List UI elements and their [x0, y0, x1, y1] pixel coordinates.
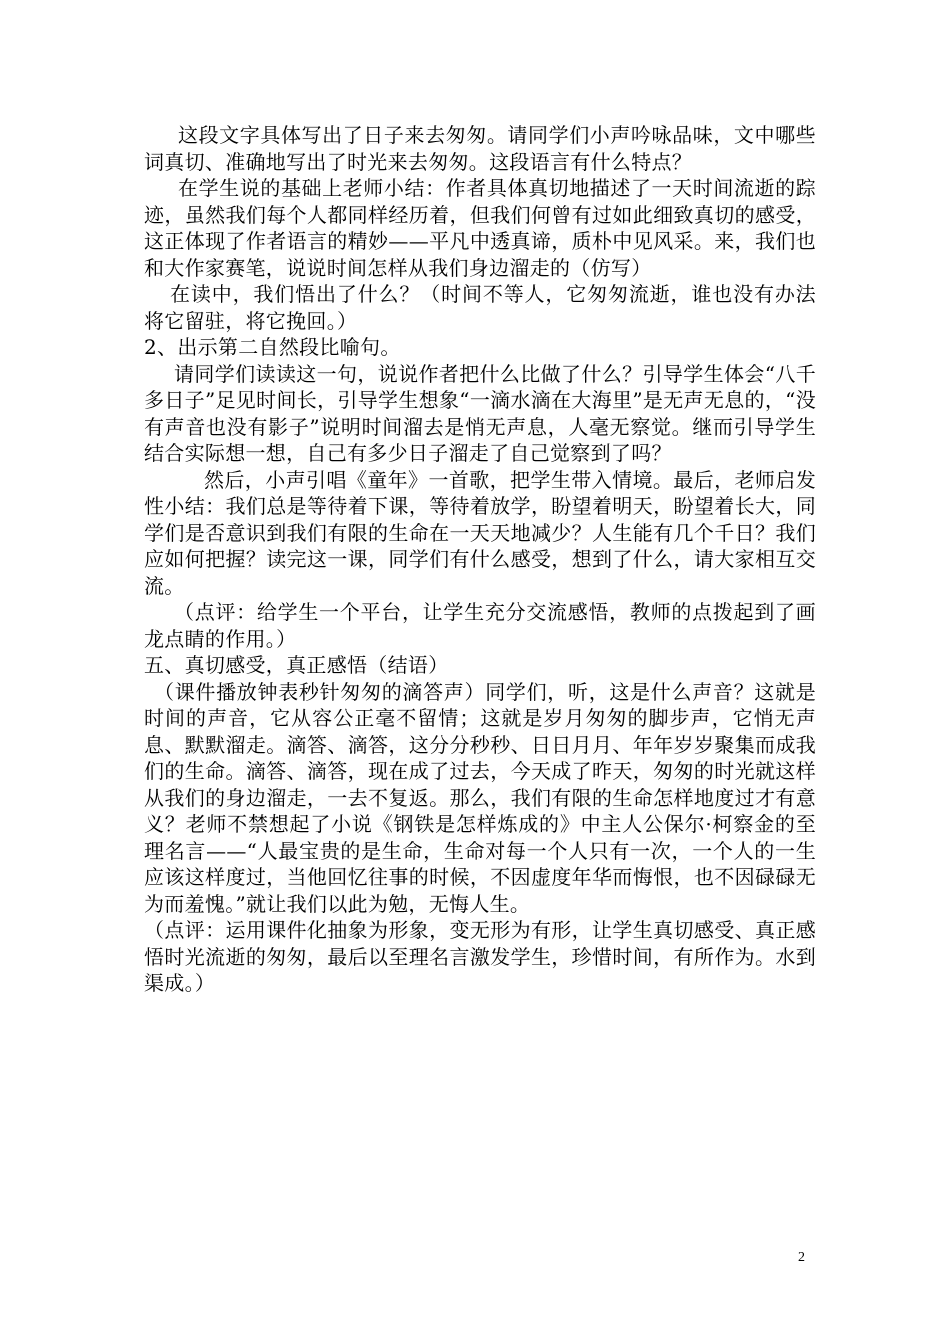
paragraph-conclusion: （课件播放钟表秒针匆匆的滴答声）同学们，听，这是什么声音？这就是时间的声音，它从容公正毫不留情；这就是岁月匆匆的脚步声，它悄无声息、默默溜走。滴答、滴答，这分分秒秒、日日月月、年年岁岁聚集而成我们的生命。滴答、滴答，现在成了过去，今天成了昨天，匆匆的时光就这样从我们的身边溜走，一去不复返。那么，我们有限的生命怎样地度过才有意义？老师不禁想起了小说《钢铁是怎样炼成的》中主人公保尔·柯察金的至理名言——“人最宝贵的是生命，生命对每一个人只有一次，一个人的一生应该这样度过，当他回忆往事的时候，不因虚度年华而悔恨，也不因碌碌无为而羞愧。”就让我们以此为勉，无悔人生。 [144, 679, 816, 916]
paragraph-section-2-heading: 2、出示第二自然段比喻句。 [144, 335, 401, 359]
paragraph-intro: 这段文字具体写出了日子来去匆匆。请同学们小声吟咏品味，文中哪些词真切、准确地写出了时光来去匆匆。这段语言有什么特点？ [144, 123, 816, 174]
paragraph-metaphor-guidance: 请同学们读读这一句，说说作者把什么比做了什么？引导学生体会“八千多日子”足见时间长，引导学生想象“一滴水滴在大海里”是无声无息的，“没有声音也没有影子”说明时间溜去是悄无声息，人毫无察觉。继而引导学生结合实际想一想，自己有多少日子溜走了自己觉察到了吗？ [144, 361, 816, 465]
paragraph-teacher-summary: 在学生说的基础上老师小结：作者具体真切地描述了一天时间流逝的踪迹，虽然我们每个人都同样经历着，但我们何曾有过如此细致真切的感受，这正体现了作者语言的精妙——平凡中透真谛，质朴中见风采。来，我们也和大作家赛笔，说说时间怎样从我们身边溜走的（仿写） [144, 176, 816, 280]
paragraph-section-5-heading: 五、真切感受，真正感悟（结语） [144, 653, 449, 677]
paragraph-comment-1: （点评：给学生一个平台，让学生充分交流感悟，教师的点拨起到了画龙点睛的作用。） [144, 600, 816, 651]
paragraph-childhood-song: 然后，小声引唱《童年》一首歌，把学生带入情境。最后，老师启发性小结：我们总是等待着下课，等待着放学，盼望着明天，盼望着长大，同学们是否意识到我们有限的生命在一天天地减少？人生能有几个千日？我们应如何把握？读完这一课，同学们有什么感受，想到了什么，请大家相互交流。 [144, 467, 816, 598]
page-number: 2 [798, 1250, 805, 1265]
paragraph-comment-2: （点评：运用课件化抽象为形象，变无形为有形，让学生真切感受、真正感悟时光流逝的匆匆，最后以至理名言激发学生，珍惜时间，有所作为。水到渠成。） [144, 918, 816, 995]
paragraph-reading-insight: 在读中，我们悟出了什么？（时间不等人，它匆匆流逝，谁也没有办法将它留驻，将它挽回。） [144, 282, 816, 333]
document-body [144, 122, 816, 997]
